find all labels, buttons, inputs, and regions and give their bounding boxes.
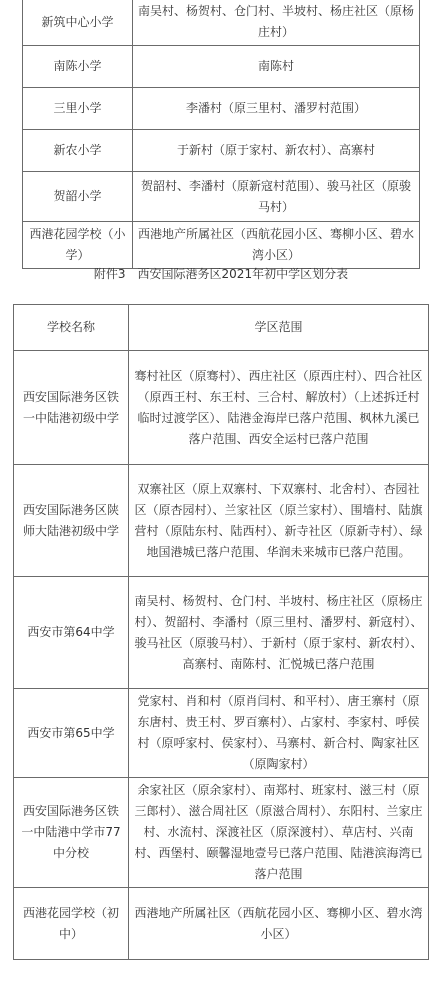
table-row — [23, 0, 420, 46]
district-area-cell: 李潘村（原三里村、潘罗村范围） — [133, 88, 420, 130]
table-row — [23, 222, 420, 269]
school-name-cell: 三里小学 — [23, 88, 133, 130]
district-area-cell: 南陈村 — [133, 46, 420, 88]
district-area-cell: 双寨社区（原上双寨村、下双寨村、北舍村）、杏园社区（原杏园村）、兰家社区（原兰家村）、围墙村、陆旗营村（原陆东村、陆西村）、新寺社区（原新寺村）、绿地国港城已落户范围、华润未来城市已落户范围。 — [129, 465, 429, 577]
table-row — [14, 778, 429, 888]
district-area-cell: 西港地产所属社区（西航花园小区、骞柳小区、碧水湾小区） — [129, 888, 429, 960]
school-name-cell: 西安国际港务区铁一中陆港中学市77中分校 — [14, 778, 129, 888]
table-row — [23, 130, 420, 172]
table-row — [14, 465, 429, 577]
district-area-header: 学区范围 — [129, 305, 429, 351]
school-name-cell: 西安国际港务区陕师大陆港初级中学 — [14, 465, 129, 577]
district-area-cell: 于新村（原于家村、新农村）、高寨村 — [133, 130, 420, 172]
district-area-cell: 贺韶村、李潘村（原新寇村范围）、骏马社区（原骏马村） — [133, 172, 420, 222]
district-area-cell: 西港地产所属社区（西航花园小区、骞柳小区、碧水湾小区） — [133, 222, 420, 269]
table-row — [14, 888, 429, 960]
district-area-cell: 党家村、肖和村（原肖闫村、和平村）、唐王寨村（原东唐村、贵王村、罗百寨村）、占家村、李家村、呼侯村（原呼家村、侯家村）、马寨村、新合村、陶家社区（原陶家村） — [129, 689, 429, 778]
middle-school-district-table — [13, 304, 429, 960]
table-row — [14, 689, 429, 778]
school-name-cell: 西安市第64中学 — [14, 577, 129, 689]
district-area-cell: 南吴村、杨贺村、仓门村、半坡村、杨庄社区（原杨庄村） — [133, 0, 420, 46]
table-row — [23, 46, 420, 88]
table-row — [14, 577, 429, 689]
table-caption: 附件3 西安国际港务区2021年初中学区划分表 — [93, 267, 349, 281]
district-area-cell: 余家社区（原余家村）、南郑村、班家村、滋三村（原三郎村）、滋合周社区（原滋合周村）、东阳村、兰家庄村、水流村、深渡社区（原深渡村）、草店村、兴南村、西堡村、颐馨湿地壹号已落户范围、陆港滨海湾已落户范围 — [129, 778, 429, 888]
table-row — [23, 88, 420, 130]
school-name-cell: 西港花园学校（小学） — [23, 222, 133, 269]
district-area-cell: 南吴村、杨贺村、仓门村、半坡村、杨庄社区（原杨庄村）、贺韶村、李潘村（原三里村、潘罗村、新寇村）、骏马社区（原骏马村）、于新村（原于家村、新农村）、高寨村、南陈村、汇悦城已落户范围 — [129, 577, 429, 689]
school-name-cell: 西安国际港务区铁一中陆港初级中学 — [14, 351, 129, 465]
school-name-cell: 西安市第65中学 — [14, 689, 129, 778]
district-area-cell: 骞村社区（原骞村）、西庄社区（原西庄村）、四合社区（原西王村、东王村、三合村、解放村）（上述拆迁村临时过渡学区）、陆港金海岸已落户范围、枫林九溪已落户范围、西安全运村已落户范围 — [129, 351, 429, 465]
table-row — [14, 351, 429, 465]
school-name-cell: 贺韶小学 — [23, 172, 133, 222]
table-header-row — [14, 305, 429, 351]
school-name-cell: 西港花园学校（初中） — [14, 888, 129, 960]
school-name-cell: 南陈小学 — [23, 46, 133, 88]
school-name-cell: 新农小学 — [23, 130, 133, 172]
primary-school-district-table — [22, 0, 420, 269]
school-name-cell: 新筑中心小学 — [23, 0, 133, 46]
table-row — [23, 172, 420, 222]
school-name-header: 学校名称 — [14, 305, 129, 351]
